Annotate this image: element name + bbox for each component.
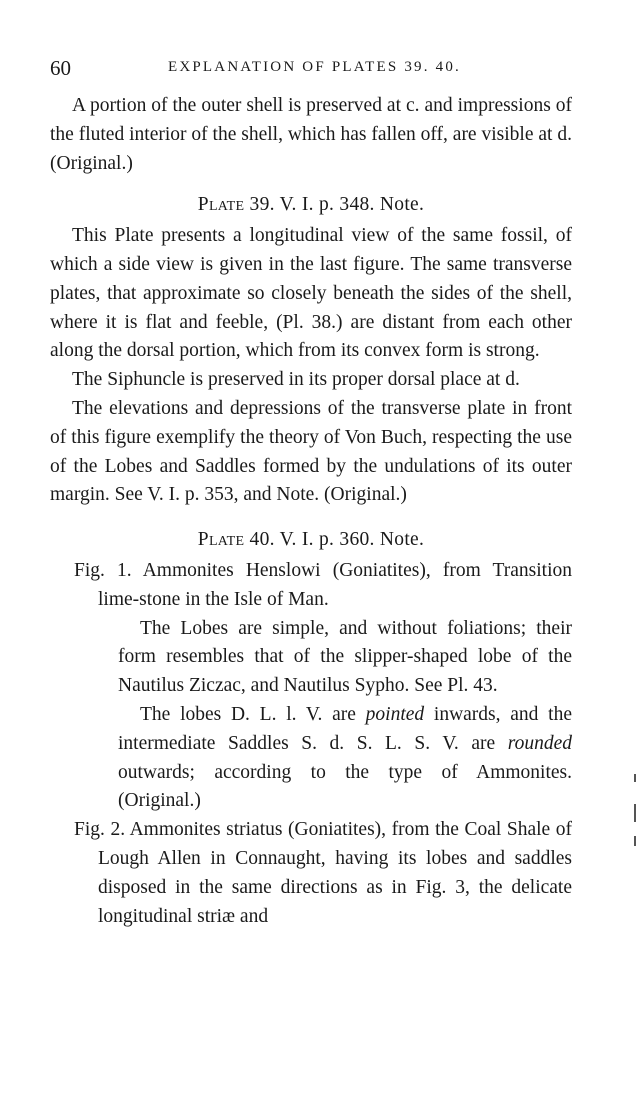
plate-39-heading xyxy=(50,191,572,220)
margin-mark xyxy=(634,804,636,822)
page-number: 60 xyxy=(50,56,71,80)
figure-1-detail-rounded: rounded xyxy=(507,732,572,754)
paragraph-shell: A portion of the outer shell is preserved at c. and impressions of the fluted interior of the shell, which has fallen off, are visible at d. (Original.) xyxy=(50,95,572,174)
running-title: EXPLANATION OF PLATES 39. 40. xyxy=(168,59,461,75)
paragraph-siphuncle: The Siphuncle is preserved in its proper dorsal place at d. xyxy=(72,369,520,391)
figure-1-caption: Fig. 1. Ammonites Henslowi (Goniatites), from Transition lime-stone in the Isle of Man. xyxy=(74,559,572,610)
margin-mark xyxy=(634,774,636,782)
page-body xyxy=(50,92,572,931)
figure-1-lobes-detail xyxy=(50,701,572,816)
plate-40-heading xyxy=(50,526,572,555)
page-header xyxy=(50,56,580,82)
figure-1-detail-text-b: inwards, and the intermediate Saddles S. d. S. L. S. V. are xyxy=(118,703,572,754)
plate-40-reference: 40. V. I. p. 360. Note. xyxy=(244,529,425,551)
figure-1-lobes: The Lobes are simple, and without foliations; their form resembles that of the slipper-shaped lobe of the Nautilus Ziczac, and Nautilus Sypho. See Pl. 43. xyxy=(118,617,572,697)
paragraph-elevations: The elevations and depressions of the transverse plate in front of this figure exemplify the theory of Von Buch, respecting the use of the Lobes and Saddles formed by the undulations of its outer margin. See V. I. p. 353, and Note. (Original.) xyxy=(50,397,572,506)
plate-39-label: Plate xyxy=(197,194,245,216)
figure-2-caption: Fig. 2. Ammonites striatus (Goniatites), from the Coal Shale of Lough Allen in Connaught, having its lobes and saddles disposed in the same directions as in Fig. 3, the delicate longitudinal striæ and xyxy=(74,819,572,927)
figure-1-detail-pointed: pointed xyxy=(365,703,425,725)
figure-1-detail-text-a: The lobes D. L. l. V. are xyxy=(140,703,366,725)
figure-1-detail-text-c: outwards; according to the type of Ammonites. (Original.) xyxy=(118,761,572,812)
plate-39-reference: 39. V. I. p. 348. Note. xyxy=(244,194,425,216)
plate-40-label: Plate xyxy=(197,529,245,551)
margin-mark xyxy=(634,836,636,846)
paragraph-longitudinal-view: This Plate presents a longitudinal view of the same fossil, of which a side view is given in the last figure. The same transverse plates, that approximate so closely beneath the sides of the shell, where it is flat and feeble, (Pl. 38.) are distant from each other along the dorsal portion, which from its convex form is strong. xyxy=(50,225,572,362)
